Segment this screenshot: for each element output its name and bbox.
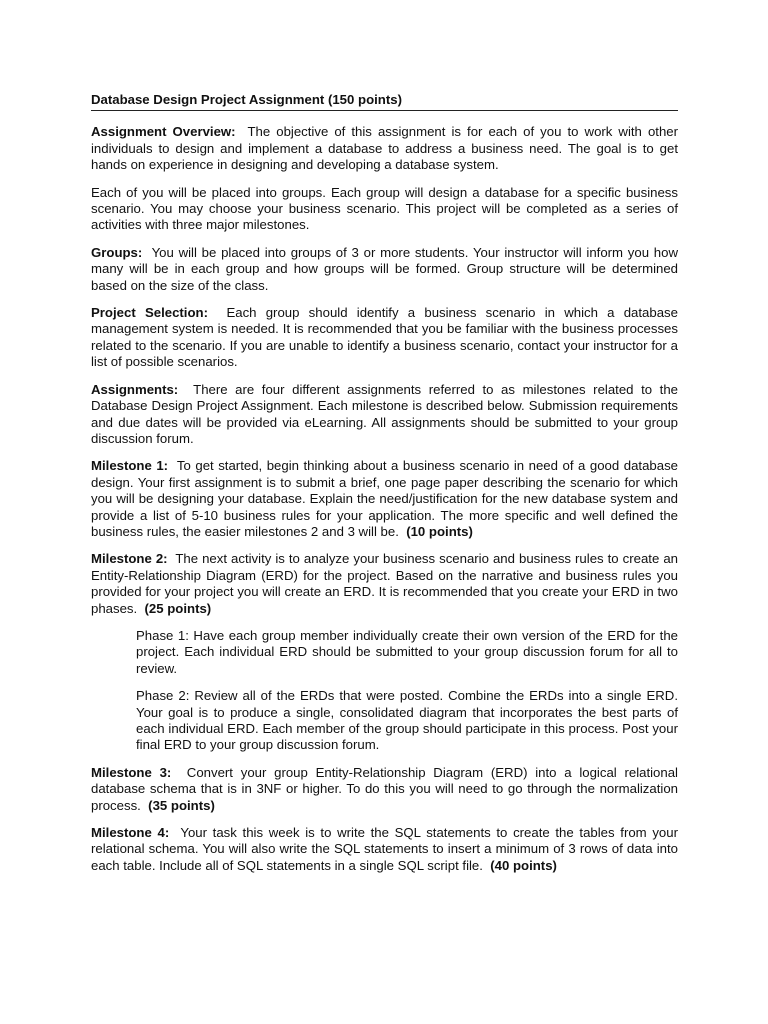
milestone-3-paragraph (91, 765, 678, 814)
groups-paragraph (91, 245, 678, 294)
intro-paragraph (91, 185, 678, 234)
milestone-1-points: (10 points) (406, 523, 473, 539)
milestone-1-paragraph (91, 458, 678, 540)
overview-label: Assignment Overview: (91, 124, 236, 140)
project-selection-label: Project Selection: (91, 305, 208, 321)
milestone-1-text: To get started, begin thinking about a business scenario in need of a good database design. Your first assignment is to submit a brief, one page paper describing the scenario for which you will be designing your database. Explain the need/justification for the new database system and provide a list of 5-10 business rules for your application. The more specific and well defined the business rules, the easier milestones 2 and 3 will be. (91, 458, 678, 539)
milestone-4-paragraph (91, 825, 678, 874)
groups-text: You will be placed into groups of 3 or more students. Your instructor will inform you how many will be in each group and how groups will be formed. Group structure will be determined based on the size of the class. (91, 244, 679, 293)
assignments-paragraph (91, 382, 678, 448)
milestone-3-label: Milestone 3: (91, 764, 172, 780)
assignments-text: There are four different assignments referred to as milestones related to the Database Design Project Assignment. Each milestone is described below. Submission requirements and due dates will be provided via eLearning. All assignments should be submitted to your group discussion forum. (91, 381, 678, 446)
milestone-3-points: (35 points) (148, 797, 215, 813)
milestone-2-label: Milestone 2: (91, 551, 168, 567)
milestone-2-points: (25 points) (144, 600, 212, 616)
intro-text: Each of you will be placed into groups. Each group will design a database for a specific business scenario. You may choose your business scenario. This project will be completed as a series of activities with three major milestones. (91, 184, 678, 233)
project-selection-text: Each group should identify a business scenario in which a database management system is needed. It is recommended that you be familiar with the business processes related to the scenario. If you are unable to identify a business scenario, contact your instructor for a list of possible scenarios. (91, 305, 678, 370)
overview-paragraph (91, 124, 678, 173)
milestone-2-paragraph (91, 551, 678, 617)
milestone-2-text: The next activity is to analyze your business scenario and business rules to create an Entity-Relationship Diagram (ERD) for the project. Based on the narrative and business rules you provided for your project you will create an ERD. It is recommended that you create your ERD in two phases. (91, 551, 678, 616)
milestone-3-text: Convert your group Entity-Relationship Diagram (ERD) into a logical relational database schema that is in 3NF or higher. To do this you will need to go through the normalization process. (91, 764, 678, 813)
project-selection-paragraph (91, 305, 678, 371)
overview-text: The objective of this assignment is for each of you to work with other individuals to design and implement a database to address a business need. The goal is to get hands on experience in designing and developing a database system. (91, 124, 679, 173)
groups-label: Groups: (91, 244, 143, 260)
assignments-label: Assignments: (91, 381, 179, 397)
milestone-4-label: Milestone 4: (91, 825, 170, 841)
milestone-2-phase-2: Phase 2: Review all of the ERDs that were posted. Combine the ERDs into a single ERD. Your goal is to produce a single, consolidated diagram that incorporates the best parts of each individual ERD. Each member of the group should participate in this process. Post your final ERD to your group discussion forum. (136, 688, 678, 753)
document-title: Database Design Project Assignment (150 points) (91, 92, 678, 111)
milestone-4-text: Your task this week is to write the SQL statements to create the tables from your relational schema. You will also write the SQL statements to insert a minimum of 3 rows of data into each table. Include all of SQL statements in a single SQL script file. (91, 825, 678, 873)
milestone-4-points: (40 points) (490, 857, 557, 873)
milestone-2-phase-1: Phase 1: Have each group member individually create their own version of the ERD for the project. Each individual ERD should be submitted to your group discussion forum for all to review. (136, 627, 678, 676)
milestone-1-label: Milestone 1: (91, 458, 169, 474)
